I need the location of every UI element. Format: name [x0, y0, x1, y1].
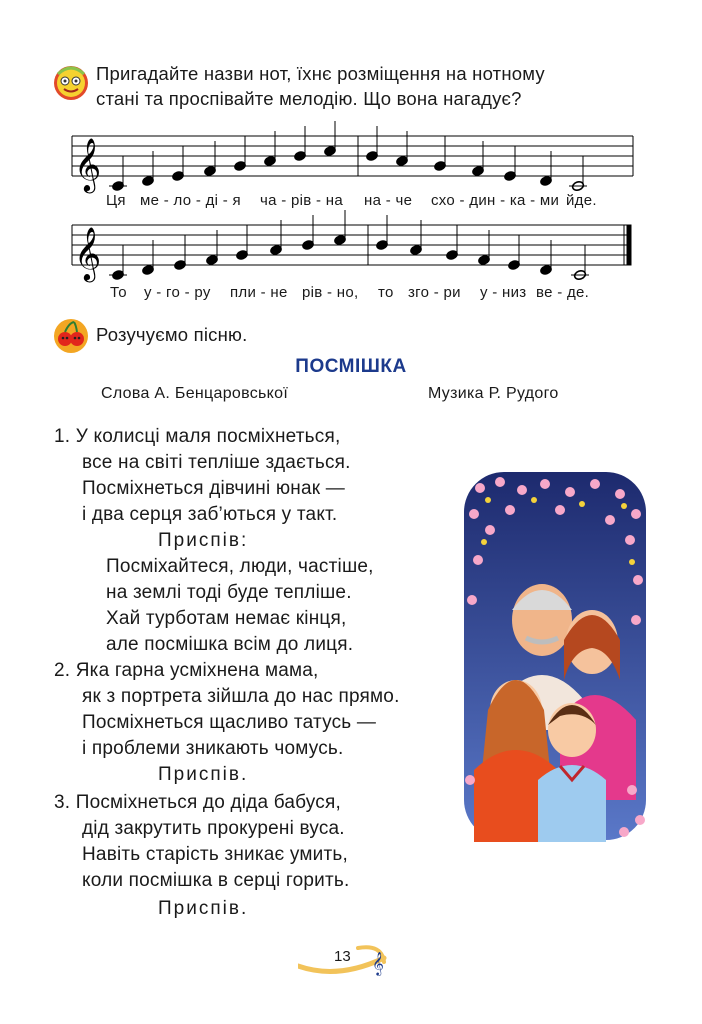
staff-2: [72, 225, 631, 265]
verse-line: і проблеми зникають чомусь.: [82, 738, 344, 759]
task1-line1: Пригадайте назви нот, їхнє розміщення на нотному: [96, 63, 545, 84]
lyric-2: зго - ри: [408, 284, 461, 301]
verse-line: Посміхнеться дівчині юнак —: [82, 478, 345, 499]
treble-clef-icon: 𝄞: [372, 951, 384, 975]
chorus-line: але посмішка всім до лиця.: [106, 634, 354, 655]
verse-line: і два серця заб’ються у такт.: [82, 504, 338, 525]
lyric-2: то: [378, 284, 394, 301]
verse-line: 2. Яка гарна усміхнена мама,: [54, 660, 319, 681]
lyric-2: пли - не: [230, 284, 288, 301]
music-credit: Музика Р. Рудого: [428, 385, 559, 402]
lyric-2: рів - но,: [302, 284, 359, 301]
task2-text: Розучуємо пісню.: [96, 324, 248, 345]
family-illustration: [460, 470, 650, 842]
lyric-2: ве - де.: [536, 284, 590, 301]
lyric-1: ча - рів - на: [260, 192, 343, 209]
verse-line: Навіть старість зникає умить,: [82, 844, 348, 865]
song-title: ПОСМІШКА: [295, 356, 407, 377]
verse-line: коли посмішка в серці горить.: [82, 870, 350, 891]
chorus-label: Приспів:: [158, 530, 249, 551]
chorus-line: Посміхайтеся, люди, частіше,: [106, 556, 374, 577]
chorus-line: Хай турботам немає кінця,: [106, 608, 347, 629]
task1-line2: стані та проспівайте мелодію. Що вона нагадує?: [96, 88, 522, 109]
page-number: 13: [334, 948, 351, 965]
verse-line: як з портрета зійшла до нас прямо.: [82, 686, 400, 707]
lyric-1: ме - ло - ді - я: [140, 192, 241, 209]
chorus-label: Приспів.: [158, 764, 249, 785]
cherries-icon: [52, 317, 90, 360]
chorus-line: на землі тоді буде тепліше.: [106, 582, 352, 603]
verse-line: 1. У колисці маля посміхнеться,: [54, 426, 341, 447]
lyric-2: То: [110, 284, 127, 301]
verse-line: Посміхнеться щасливо татусь —: [82, 712, 377, 733]
verse-line: все на світі тепліше здається.: [82, 452, 351, 473]
staff-1: [72, 136, 633, 176]
treble-clef-icon: 𝄞: [74, 137, 102, 191]
lyric-1: йде.: [566, 192, 597, 209]
lyric-2: у - низ: [480, 284, 527, 301]
verse-line: дід закрутить прокурені вуса.: [82, 818, 345, 839]
lyric-1: схо - дин - ка - ми: [431, 192, 560, 209]
verse-line: 3. Посміхнеться до діда бабуся,: [54, 792, 341, 813]
music-notation: [0, 0, 702, 320]
lyric-2: у - го - ру: [144, 284, 211, 301]
lyric-1: Ця: [106, 192, 126, 209]
treble-clef-icon: 𝄞: [74, 226, 102, 280]
lyric-1: на - че: [364, 192, 413, 209]
words-credit: Слова А. Бенцаровської: [101, 385, 289, 402]
chorus-label: Приспів.: [158, 898, 249, 919]
